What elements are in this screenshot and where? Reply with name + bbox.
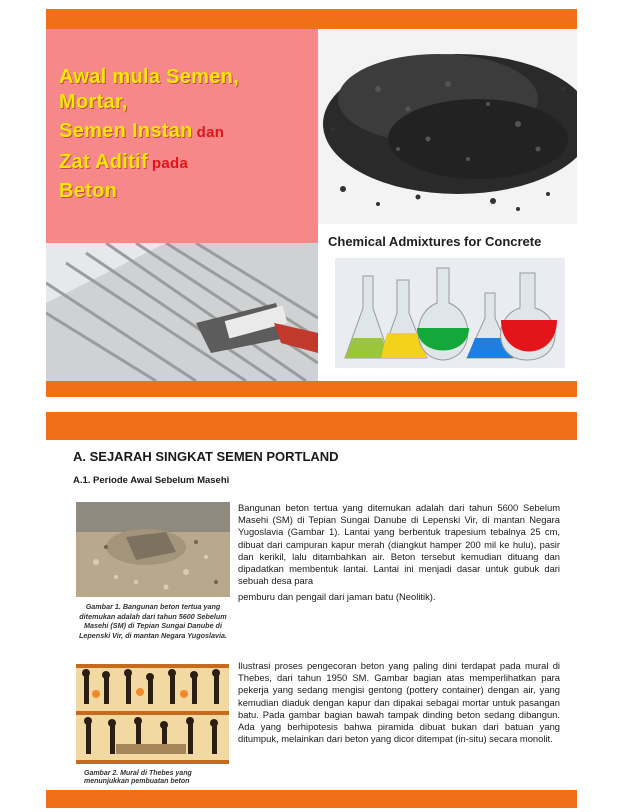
cover-title-line-4 — [59, 151, 188, 175]
thebes-mural-image — [76, 664, 229, 764]
figure-1-caption: Gambar 1. Bangunan beton tertua yang ditemukan adalah dari tahun 5600 Sebelum Masehi (SM) di Tepian Sungai Danube di Lepenski Vir, di mantan Negara Yugoslavia. — [79, 602, 227, 640]
paragraph-2: Ilustrasi proses pengecoran beton yang paling dini terdapat pada mural di Thebes, dari tahun 1950 SM. Gambar bagian atas memperlihatkan para pekerja yang sedang mengisi gentong (pottery container) dengan air, yang kemudian diaduk dengan kapur dan dipakai sebagai mortar untuk pasangan batu. Pada gambar bagian bawah tampak dinding beton sedang dibangun. Ada yang berhipotesis bahwa piramida dibuat bukan dari batuan yang ditumpuk, melainkan dari beton yang dicor ditempat (in-situ) secara monolit. — [238, 660, 560, 745]
admixtures-label: Chemical Admixtures for Concrete — [328, 234, 542, 249]
cover-title-zat-aditif: Zat Aditif — [59, 151, 148, 173]
subsection-heading: A.1. Periode Awal Sebelum Masehi — [73, 475, 230, 486]
figure-2-caption: Gambar 2. Mural di Thebes yang menunjukkan pembuatan beton — [84, 770, 192, 785]
cover-top-bar — [46, 9, 577, 29]
cover-title-dan: dan — [196, 124, 225, 141]
cover-bottom-bar — [46, 381, 577, 397]
lepenski-vir-excavation-photo — [76, 502, 230, 597]
cover-title-pada: pada — [151, 155, 189, 172]
admixture-granules-photo — [318, 29, 577, 224]
chemical-flasks-photo — [335, 258, 565, 368]
section-heading: A. SEJARAH SINGKAT SEMEN PORTLAND — [73, 449, 339, 464]
cover-title-line-3 — [59, 120, 224, 144]
paragraph-1-end: pemburu dan pengail dari jaman batu (Neolitik). — [238, 591, 436, 602]
trowel-tile-adhesive-photo — [46, 243, 318, 381]
cover-title-line-1: Awal mula Semen, — [59, 66, 240, 88]
page-bottom-bar — [46, 790, 577, 808]
cover-title-line-2: Mortar, — [59, 91, 128, 113]
page-top-bar — [46, 412, 577, 440]
cover-title-line-5: Beton — [59, 180, 118, 202]
cover-title-semen-instan: Semen Instan — [59, 120, 193, 142]
paragraph-1: Bangunan beton tertua yang ditemukan adalah dari tahun 5600 Sebelum Masehi (SM) di Tepian Sungai Danube di Lepenski Vir, di mantan Negara Yugoslavia (Gambar 1). Lantai yang berbentuk trapesium tebalnya 25 cm, dibuat dari campuran kapur merah (diangkut hamper 200 mil ke hulu), pasir dan kerikil, lalu ditambahkan air. Beton tersebut kemudian dituang dan dipadatkan membentuk lantai. Lantai ini menjadi dasar untuk gubuk dari sebuah desa para — [238, 502, 560, 587]
